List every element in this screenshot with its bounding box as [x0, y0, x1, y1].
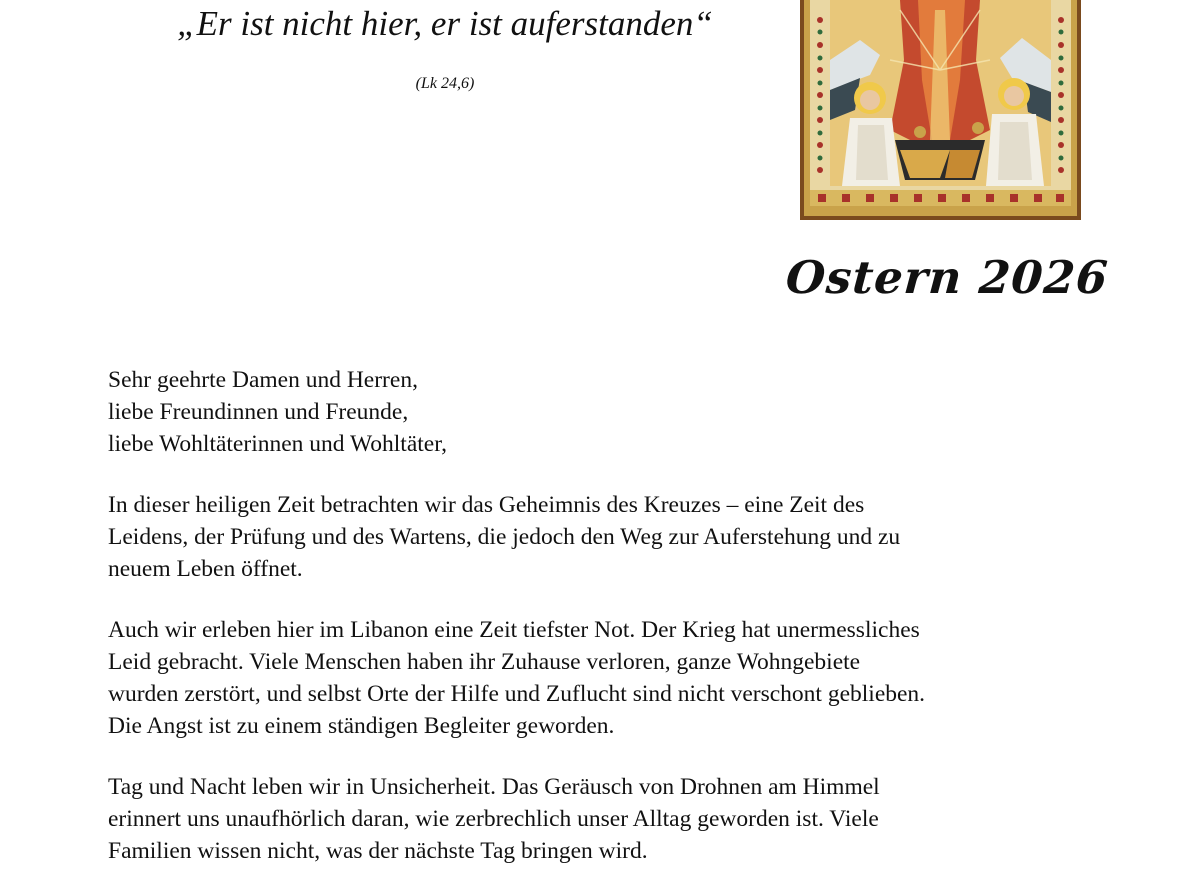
paragraph-line: Auch wir erleben hier im Libanon eine Zeit tiefster Not. Der Krieg hat unermessliches	[108, 617, 920, 643]
paragraph-line: Leidens, der Prüfung und des Wartens, die jedoch den Weg zur Auferstehung und zu	[108, 524, 901, 550]
paragraph-2	[108, 614, 1108, 742]
quote-reference: (Lk 24,6)	[415, 75, 475, 92]
paragraph-3	[108, 771, 1108, 867]
salutation-line: liebe Wohltäterinnen und Wohltäter,	[108, 431, 447, 457]
easter-title: Ostern 2026	[784, 251, 1111, 304]
letter-body	[108, 364, 1108, 896]
paragraph-line: neuem Leben öffnet.	[108, 556, 303, 582]
paragraph-line: Tag und Nacht leben wir in Unsicherheit. Das Geräusch von Drohnen am Himmel	[108, 774, 880, 800]
quote-text: „Er ist nicht hier, er ist auferstanden“	[177, 4, 713, 43]
paragraph-line: Die Angst ist zu einem ständigen Begleiter geworden.	[108, 713, 615, 739]
paragraph-line: In dieser heiligen Zeit betrachten wir das Geheimnis des Kreuzes – eine Zeit des	[108, 492, 865, 518]
paragraph-line: Familien wissen nicht, was der nächste Tag bringen wird.	[108, 838, 648, 864]
paragraph-line: wurden zerstört, und selbst Orte der Hilfe und Zuflucht sind nicht verschont geblieben.	[108, 681, 926, 707]
salutation-line: liebe Freundinnen und Freunde,	[108, 399, 409, 425]
paragraph-line: Leid gebracht. Viele Menschen haben ihr Zuhause verloren, ganze Wohngebiete	[108, 649, 861, 675]
salutation	[108, 364, 1108, 460]
paragraph-1	[108, 489, 1108, 585]
resurrection-icon-image	[800, 0, 1081, 220]
paragraph-line: erinnert uns unaufhörlich daran, wie zerbrechlich unser Alltag geworden ist. Viele	[108, 806, 879, 832]
salutation-line: Sehr geehrte Damen und Herren,	[108, 367, 418, 393]
